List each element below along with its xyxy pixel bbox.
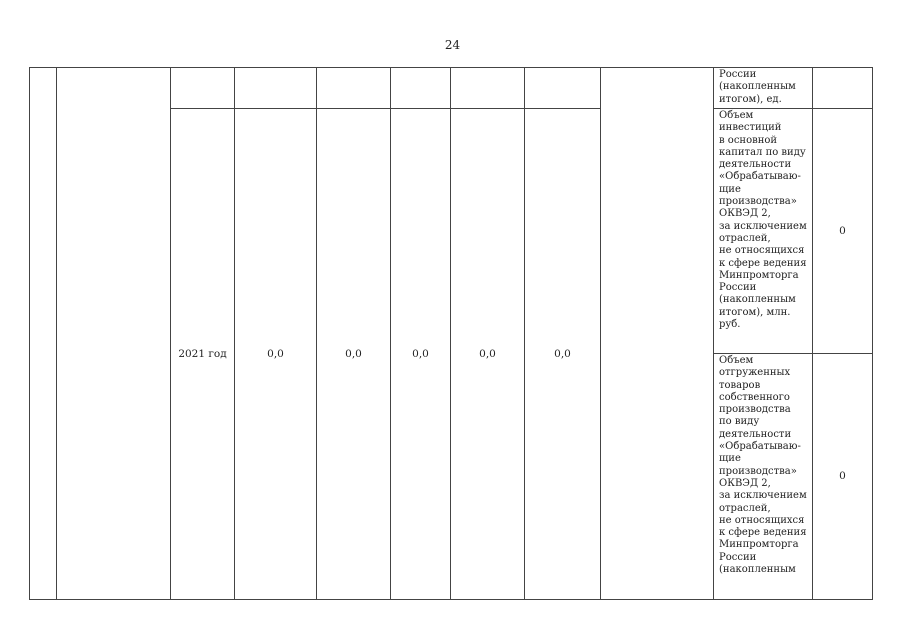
value-cell: 0,0 xyxy=(316,108,391,600)
responsible-cell xyxy=(600,67,714,600)
indicator-value-cell xyxy=(812,67,873,109)
col-name-cell xyxy=(56,67,171,600)
col-number-cell xyxy=(29,67,57,600)
value-cell: 0,0 xyxy=(450,108,525,600)
value-cell: 0,0 xyxy=(234,108,317,600)
value-cell: 0,0 xyxy=(390,108,451,600)
indicator-value-cell: 0 xyxy=(812,353,873,600)
value-cell: 0,0 xyxy=(524,108,601,600)
top-value-cell xyxy=(316,67,391,109)
indicator-name-cell: Объем инвестиций в основной капитал по виду деятельности «Обрабатываю- щие производства» ОКВЭД 2, за исключением отраслей, не относящихся к сфере ведения Минпромторга России (накопленным итогом), млн. руб. xyxy=(713,108,813,354)
page-number: 24 xyxy=(444,38,461,52)
indicator-name-cell: России (накопленным итогом), ед. xyxy=(713,67,813,109)
top-value-cell xyxy=(524,67,601,109)
top-value-cell xyxy=(450,67,525,109)
top-period-cell xyxy=(170,67,235,109)
top-value-cell xyxy=(234,67,317,109)
top-value-cell xyxy=(390,67,451,109)
indicator-name-cell: Объем отгруженных товаров собственного производства по виду деятельности «Обрабатываю- щие производства» ОКВЭД 2, за исключением отраслей, не относящихся к сфере ведения Минпромторга России (накопленным xyxy=(713,353,813,600)
period-cell: 2021 год xyxy=(170,108,235,600)
indicator-value-cell: 0 xyxy=(812,108,873,354)
